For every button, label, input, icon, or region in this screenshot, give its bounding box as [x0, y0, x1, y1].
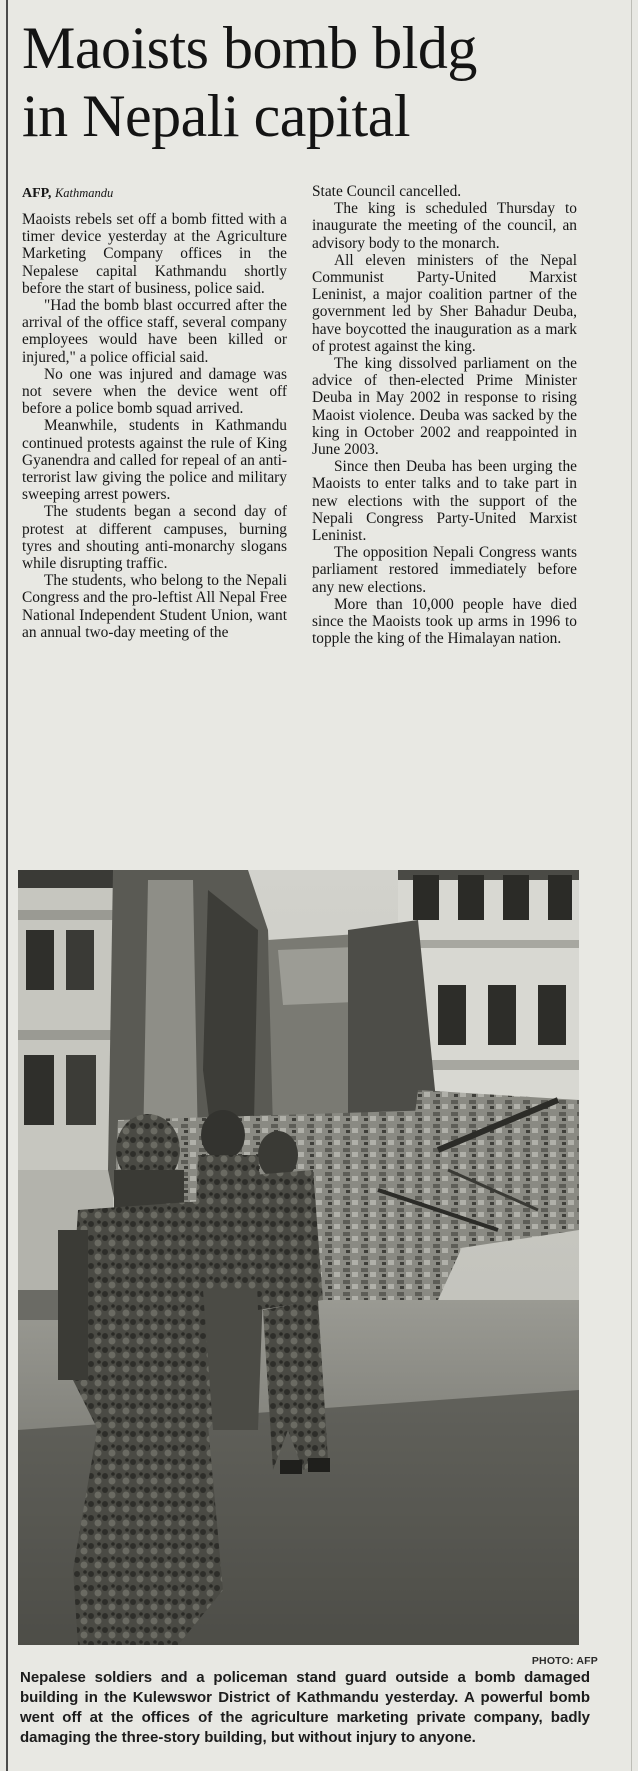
paragraph: The king is scheduled Thursday to inaugurate the meeting of the council, an advisory body to the monarch. [312, 200, 577, 252]
paragraph: No one was injured and damage was not severe when the device went off before a police bomb squad arrived. [22, 365, 287, 418]
dateline-city: Kathmandu [54, 186, 114, 200]
article-column-left [22, 185, 287, 641]
headline [22, 14, 622, 150]
paragraph: Since then Deuba has been urging the Maoists to enter talks and to take part in new elections with the support of the Nepali Congress Party-United Marxist Leninist. [312, 458, 577, 545]
paragraph: The opposition Nepali Congress wants parliament restored immediately before any new elections. [312, 544, 577, 596]
paragraph: All eleven ministers of the Nepal Communist Party-United Marxist Leninist, a major coalition partner of the government led by Sher Bahadur Deuba, have boycotted the inauguration as a mark of protest against the king. [312, 251, 577, 355]
paragraph: The students began a second day of protest at different campuses, burning tyres and shouting anti-monarchy slogans while disrupting traffic. [22, 503, 287, 573]
headline-line-2: in Nepali capital [22, 83, 411, 149]
news-photo [18, 870, 579, 1645]
article-column-right [312, 183, 577, 647]
photo-credit: PHOTO: AFP [531, 1655, 598, 1667]
paragraph: Maoists rebels set off a bomb fitted with a timer device yesterday at the Agriculture Marketing Company offices in the Nepalese capital Kathmandu shortly before the start of business, police said. [22, 211, 287, 297]
headline-line-1: Maoists bomb bldg [22, 15, 477, 81]
paragraph: The king dissolved parliament on the advice of then-elected Prime Minister Deuba in May 2002 in response to rising Maoist violence. Deuba was sacked by the king in October 2002 and reappointed in June 2003. [312, 355, 577, 459]
dateline [22, 185, 287, 202]
paragraph: The students, who belong to the Nepali Congress and the pro-leftist All Nepal Free National Independent Student Union, want an annual two-day meeting of the [22, 572, 287, 641]
paragraph: State Council cancelled. [312, 183, 462, 200]
bombed-building-photo [18, 870, 579, 1645]
column-rule [6, 0, 8, 1771]
dateline-agency: AFP, [22, 186, 52, 201]
paragraph: More than 10,000 people have died since the Maoists took up arms in 1996 to topple the king of the Himalayan nation. [312, 595, 577, 648]
photo-caption: Nepalese soldiers and a policeman stand guard outside a bomb damaged building in the Kulewswor District of Kathmandu yesterday. A powerful bomb went off at the offices of the agriculture marketing private company, badly damaging the three-story building, but without injury to anyone. [20, 1669, 590, 1746]
paragraph: Meanwhile, students in Kathmandu continued protests against the rule of King Gyanendra and called for repeal of an anti-terrorist law giving the police and military sweeping arrest powers. [22, 417, 287, 504]
page-edge [631, 0, 632, 1771]
paragraph: "Had the bomb blast occurred after the arrival of the office staff, several company employees would have been killed or injured," a police official said. [22, 297, 287, 366]
